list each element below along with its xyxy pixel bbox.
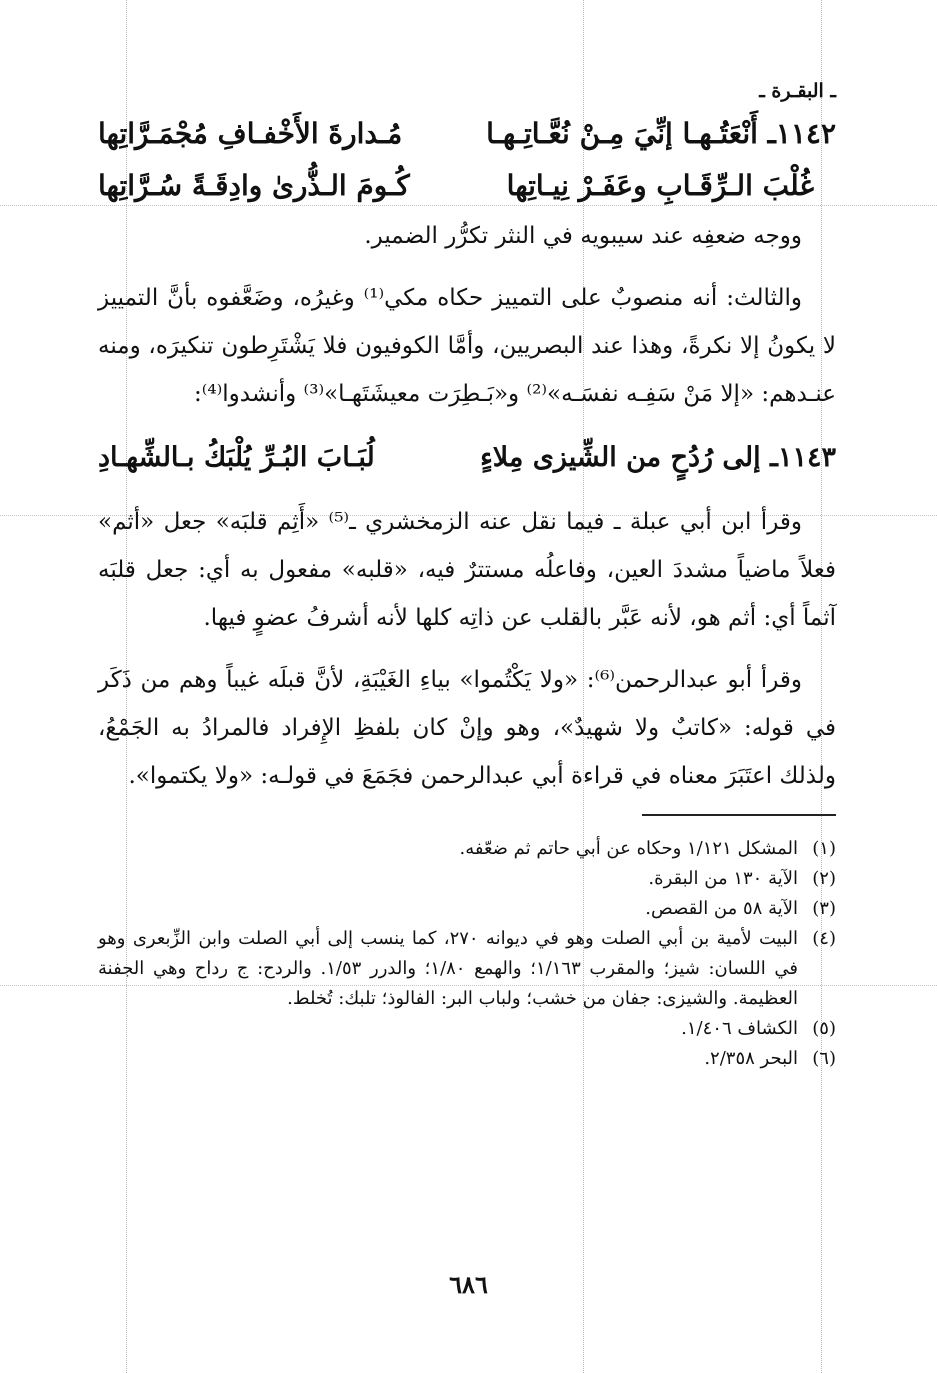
footnote	[98, 924, 836, 1014]
paragraph: والثالث: أنه منصوبٌ على التمييز حكاه مكي⁽¹⁾ وغيرُه، وضَعَّفوه بأنَّ التمييز لا يكونُ إلا نكرةً، وهذا عند البصريين، وأمَّا الكوفيون فلا يَشْتَرِطون تنكيرَه، ومنه عنـدهم: «إلا مَنْ سَفِـه نفسَـه»⁽²⁾ و«بَـطِرَت معيشَتَهـا»⁽³⁾ وأنشدوا⁽⁴⁾:	[98, 285, 836, 407]
page-content	[98, 80, 836, 1074]
footnote	[98, 1014, 836, 1044]
footnote-number: (٣)	[812, 898, 836, 919]
footnote-number: (٢)	[812, 868, 836, 889]
paragraph: ووجه ضعفِه عند سيبويه في النثر تكرُّر الضمير.	[364, 223, 802, 249]
paragraph: وقرأ أبو عبدالرحمن⁽⁶⁾: «ولا يَكْتُموا» بياءِ الغَيْبَةِ، لأنَّ قبلَه غيباً وهم من ذَكَر في قوله: «كاتبٌ ولا شهيدٌ»، وهو وإنْ كان بلفظِ الإِفراد فالمرادُ به الجَمْعُ، ولذلك اعتَبَرَ معناه في قراءة أبي عبدالرحمن فجَمَعَ في قولـه: «ولا يكتموا».	[98, 667, 836, 789]
footnote-text: المشكل ١/١٢١ وحكاه عن أبي حاتم ثم ضعّفه.	[459, 838, 798, 859]
footnote-text: الآية ١٣٠ من البقرة.	[648, 868, 798, 889]
verse-hemistich: مُـدارةَ الأَخْفـافِ مُجْمَـرَّاتِها	[98, 117, 403, 150]
footnote-text: الكشاف ١/٤٠٦.	[681, 1018, 798, 1039]
verse-1143	[98, 432, 836, 484]
verse-hemistich: ١١٤٣ـ إلى رُدُحٍ من الشِّيزى مِلاءٍ	[480, 442, 836, 473]
footnote-number: (٤)	[812, 928, 836, 949]
footnote	[98, 894, 836, 924]
footnote	[98, 864, 836, 894]
verse-1142-line-1	[98, 108, 836, 160]
verse-hemistich: ١١٤٢ـ أَنْعَتُـهـا إنِّيَ مِـنْ نُعَّـاتِـهـا	[486, 117, 836, 150]
footnotes	[98, 834, 836, 1074]
footnote-text: البحر ٢/٣٥٨.	[704, 1048, 798, 1069]
verse-hemistich: كُـومَ الـذُّرىٰ وادِقَـةً سُـرَّاتِها	[98, 169, 410, 202]
running-header: ـ البقـرة ـ	[759, 80, 836, 102]
footnote-text: البيت لأمية بن أبي الصلت وهو في ديوانه ٢٧٠، كما ينسب إلى أبي الصلت وابن الزِّبعرى وهو في اللسان: شيز؛ والمقرب ١/١٦٣؛ والهمع ١/٨٠؛ والدرر ١/٥٣. والردح: ج رداح وهي الجفنة العظيمة. والشيزى: جفان من خشب؛ ولباب البر: الفالوذ؛ تلبك: تُخلط.	[98, 928, 798, 1009]
footnote-separator	[642, 814, 836, 816]
footnote	[98, 1044, 836, 1074]
verse-hemistich: لُبَـابَ البُـرِّ يُلْبَكُ بـالشِّهـادِ	[98, 442, 375, 473]
paragraph: وقرأ ابن أبي عبلة ـ فيما نقل عنه الزمخشري ـ⁽⁵⁾ «أَثِم قلبَه» جعل «أثم» فعلاً ماضياً مشددَ العين، وفاعلُه مستترٌ فيه، «قلبه» مفعول به أي: جعل قلبَه آثماً أي: أثم هو، لأنه عَبَّر بالقلب عن ذاتِه كلها لأنه أشرفُ عضوٍ فيها.	[98, 509, 836, 631]
footnote-text: الآية ٥٨ من القصص.	[645, 898, 798, 919]
verse-1142-line-2	[98, 160, 836, 212]
page-number: ٦٨٦	[449, 1270, 488, 1299]
footnote-number: (١)	[812, 838, 836, 859]
footnote-number: (٥)	[812, 1018, 836, 1039]
footnote	[98, 834, 836, 864]
footnote-number: (٦)	[812, 1048, 836, 1069]
verse-hemistich: غُلْبَ الـرِّقَـابِ وعَفَـرْ نِيـاتِها	[506, 169, 814, 202]
